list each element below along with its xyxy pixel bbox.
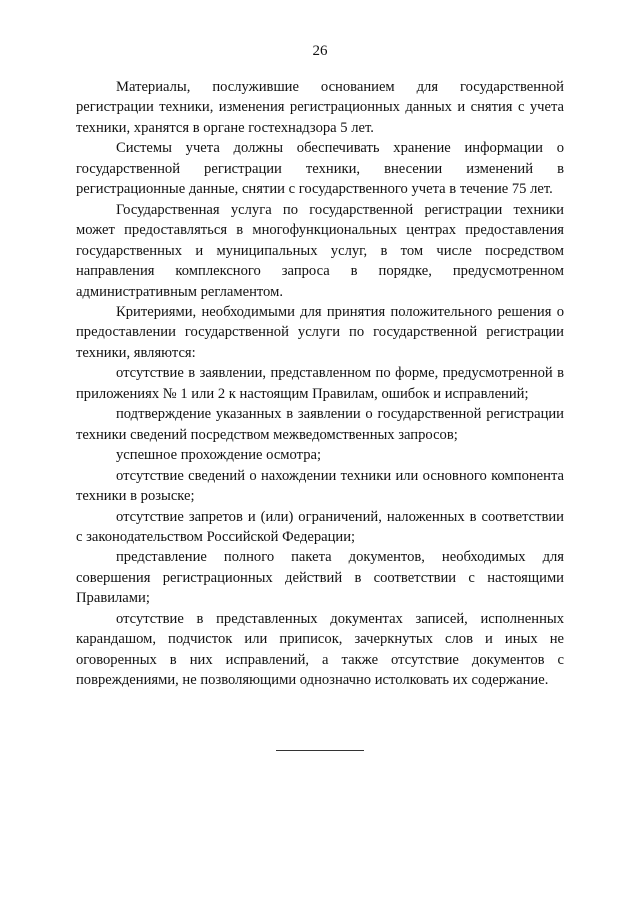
- criterion-no-errors: отсутствие в заявлении, представленном по форме, предусмотренной в приложениях № 1 или 2 к настоящим Правилам, ошибок и исправлений;: [76, 365, 564, 402]
- paragraph-accounting-systems: Системы учета должны обеспечивать хранение информации о государственной регистрации техники, внесении изменений в регистрационные данные, снятии с государственного учета в течение 75 лет.: [76, 140, 564, 198]
- paragraph-criteria-intro: Критериями, необходимыми для принятия положительного решения о предоставлении государственной услуги по государственной регистрации техники, являются:: [76, 303, 564, 361]
- criterion-no-corrections: отсутствие в представленных документах записей, исполненных карандашом, подчисток или приписок, зачеркнутых слов и иных не оговоренных в них исправлений, а также отсутствие документов с повреждениями, не позволяющими однозначно истолковать их содержание.: [76, 610, 564, 689]
- paragraph-mfc-service: Государственная услуга по государственной регистрации техники может предоставляться в многофункциональных центрах предоставления государственных и муниципальных услуг, в том числе посредством направления комплексного запроса в порядке, предусмотренном административным регламентом.: [76, 201, 564, 300]
- criterion-complete-documents: представление полного пакета документов, необходимых для совершения регистрационных действий в соответствии с настоящими Правилами;: [76, 549, 564, 607]
- paragraph-records-retention: Материалы, послужившие основанием для государственной регистрации техники, изменения регистрационных данных и снятия с учета техники, хранятся в органе гостехнадзора 5 лет.: [76, 79, 564, 136]
- criterion-not-wanted: отсутствие сведений о нахождении техники или основного компонента техники в розыске;: [76, 467, 564, 505]
- closing-divider: [276, 750, 364, 751]
- page-number: 26: [312, 43, 328, 59]
- document-body: [76, 77, 564, 691]
- criterion-no-restrictions: отсутствие запретов и (или) ограничений, наложенных в соответствии с законодательством Российской Федерации;: [76, 508, 564, 545]
- criterion-inspection-passed: успешное прохождение осмотра;: [116, 447, 322, 464]
- criterion-interagency-confirmation: подтверждение указанных в заявлении о государственной регистрации техники сведений посредством межведомственных запросов;: [76, 406, 564, 443]
